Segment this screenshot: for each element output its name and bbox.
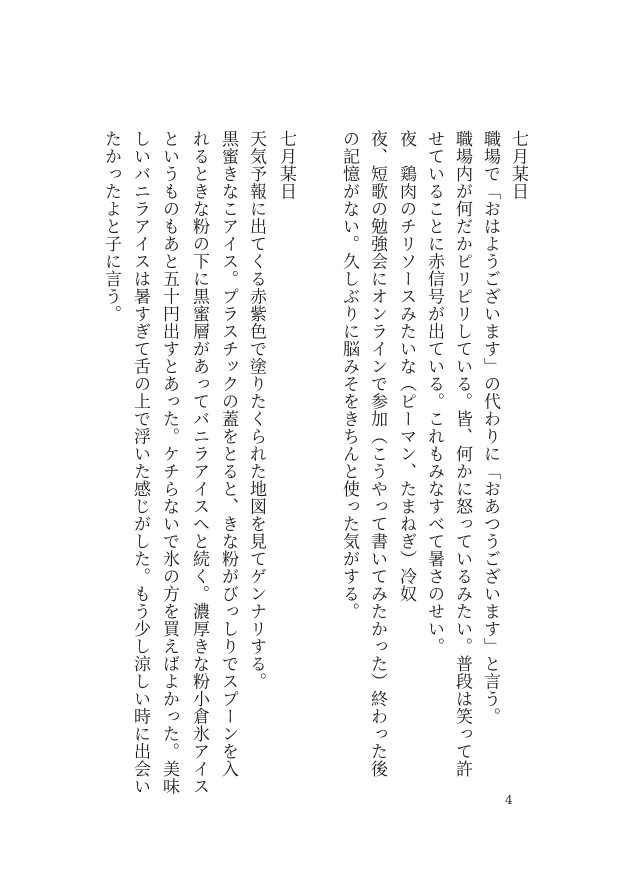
entry-2-line: れるときな粉の下に黒蜜層があってバニラアイスへと続く。濃厚きな粉小倉氷アイス — [189, 130, 209, 795]
entry-2-line: というものもあと五十円出すとあった。ケチらないで氷の方を買えばよかった。美味 — [159, 130, 179, 795]
entry-1-line: 職場内が何だかピリピリしている。皆、何かに怒っているみたい。普段は笑って許 — [452, 130, 472, 778]
entry-1-line: の記憶がない。久しぶりに脳みそをきちんと使った気がする。 — [339, 130, 359, 620]
page-number: 4 — [505, 793, 513, 807]
entry-2-line: しいバニラアイスは暑すぎて舌の上で浮いた感じがした。もう少し涼しい時に出会い — [130, 130, 150, 795]
entry-2-line: 黒蜜きなこアイス。プラスチックの蓋をとると、きな粉がびっしりでスプーンを入 — [218, 130, 238, 778]
entry-1-line: 夜 鶏肉のチリソースみたいな（ピーマン、たまねぎ）冷奴 — [396, 130, 416, 603]
entry-1-line: せていることに赤信号が出ている。これもみなすべて暑さのせい。 — [424, 130, 444, 655]
entry-1-heading: 七月某日 — [508, 130, 528, 200]
entry-1-line: 職場で「おはようございます」の代わりに「おあつうございます」と言う。 — [480, 130, 500, 725]
entry-2-heading: 七月某日 — [276, 130, 296, 200]
entry-2-line: 天気予報に出てくる赤紫色で塗りたくられた地図を見てゲンナリする。 — [246, 130, 266, 690]
entry-2-line: たかったよと子に言う。 — [101, 130, 121, 323]
entry-1-line: 夜、短歌の勉強会にオンラインで参加（こうやって書いてみたかった）終わった後 — [367, 130, 387, 778]
